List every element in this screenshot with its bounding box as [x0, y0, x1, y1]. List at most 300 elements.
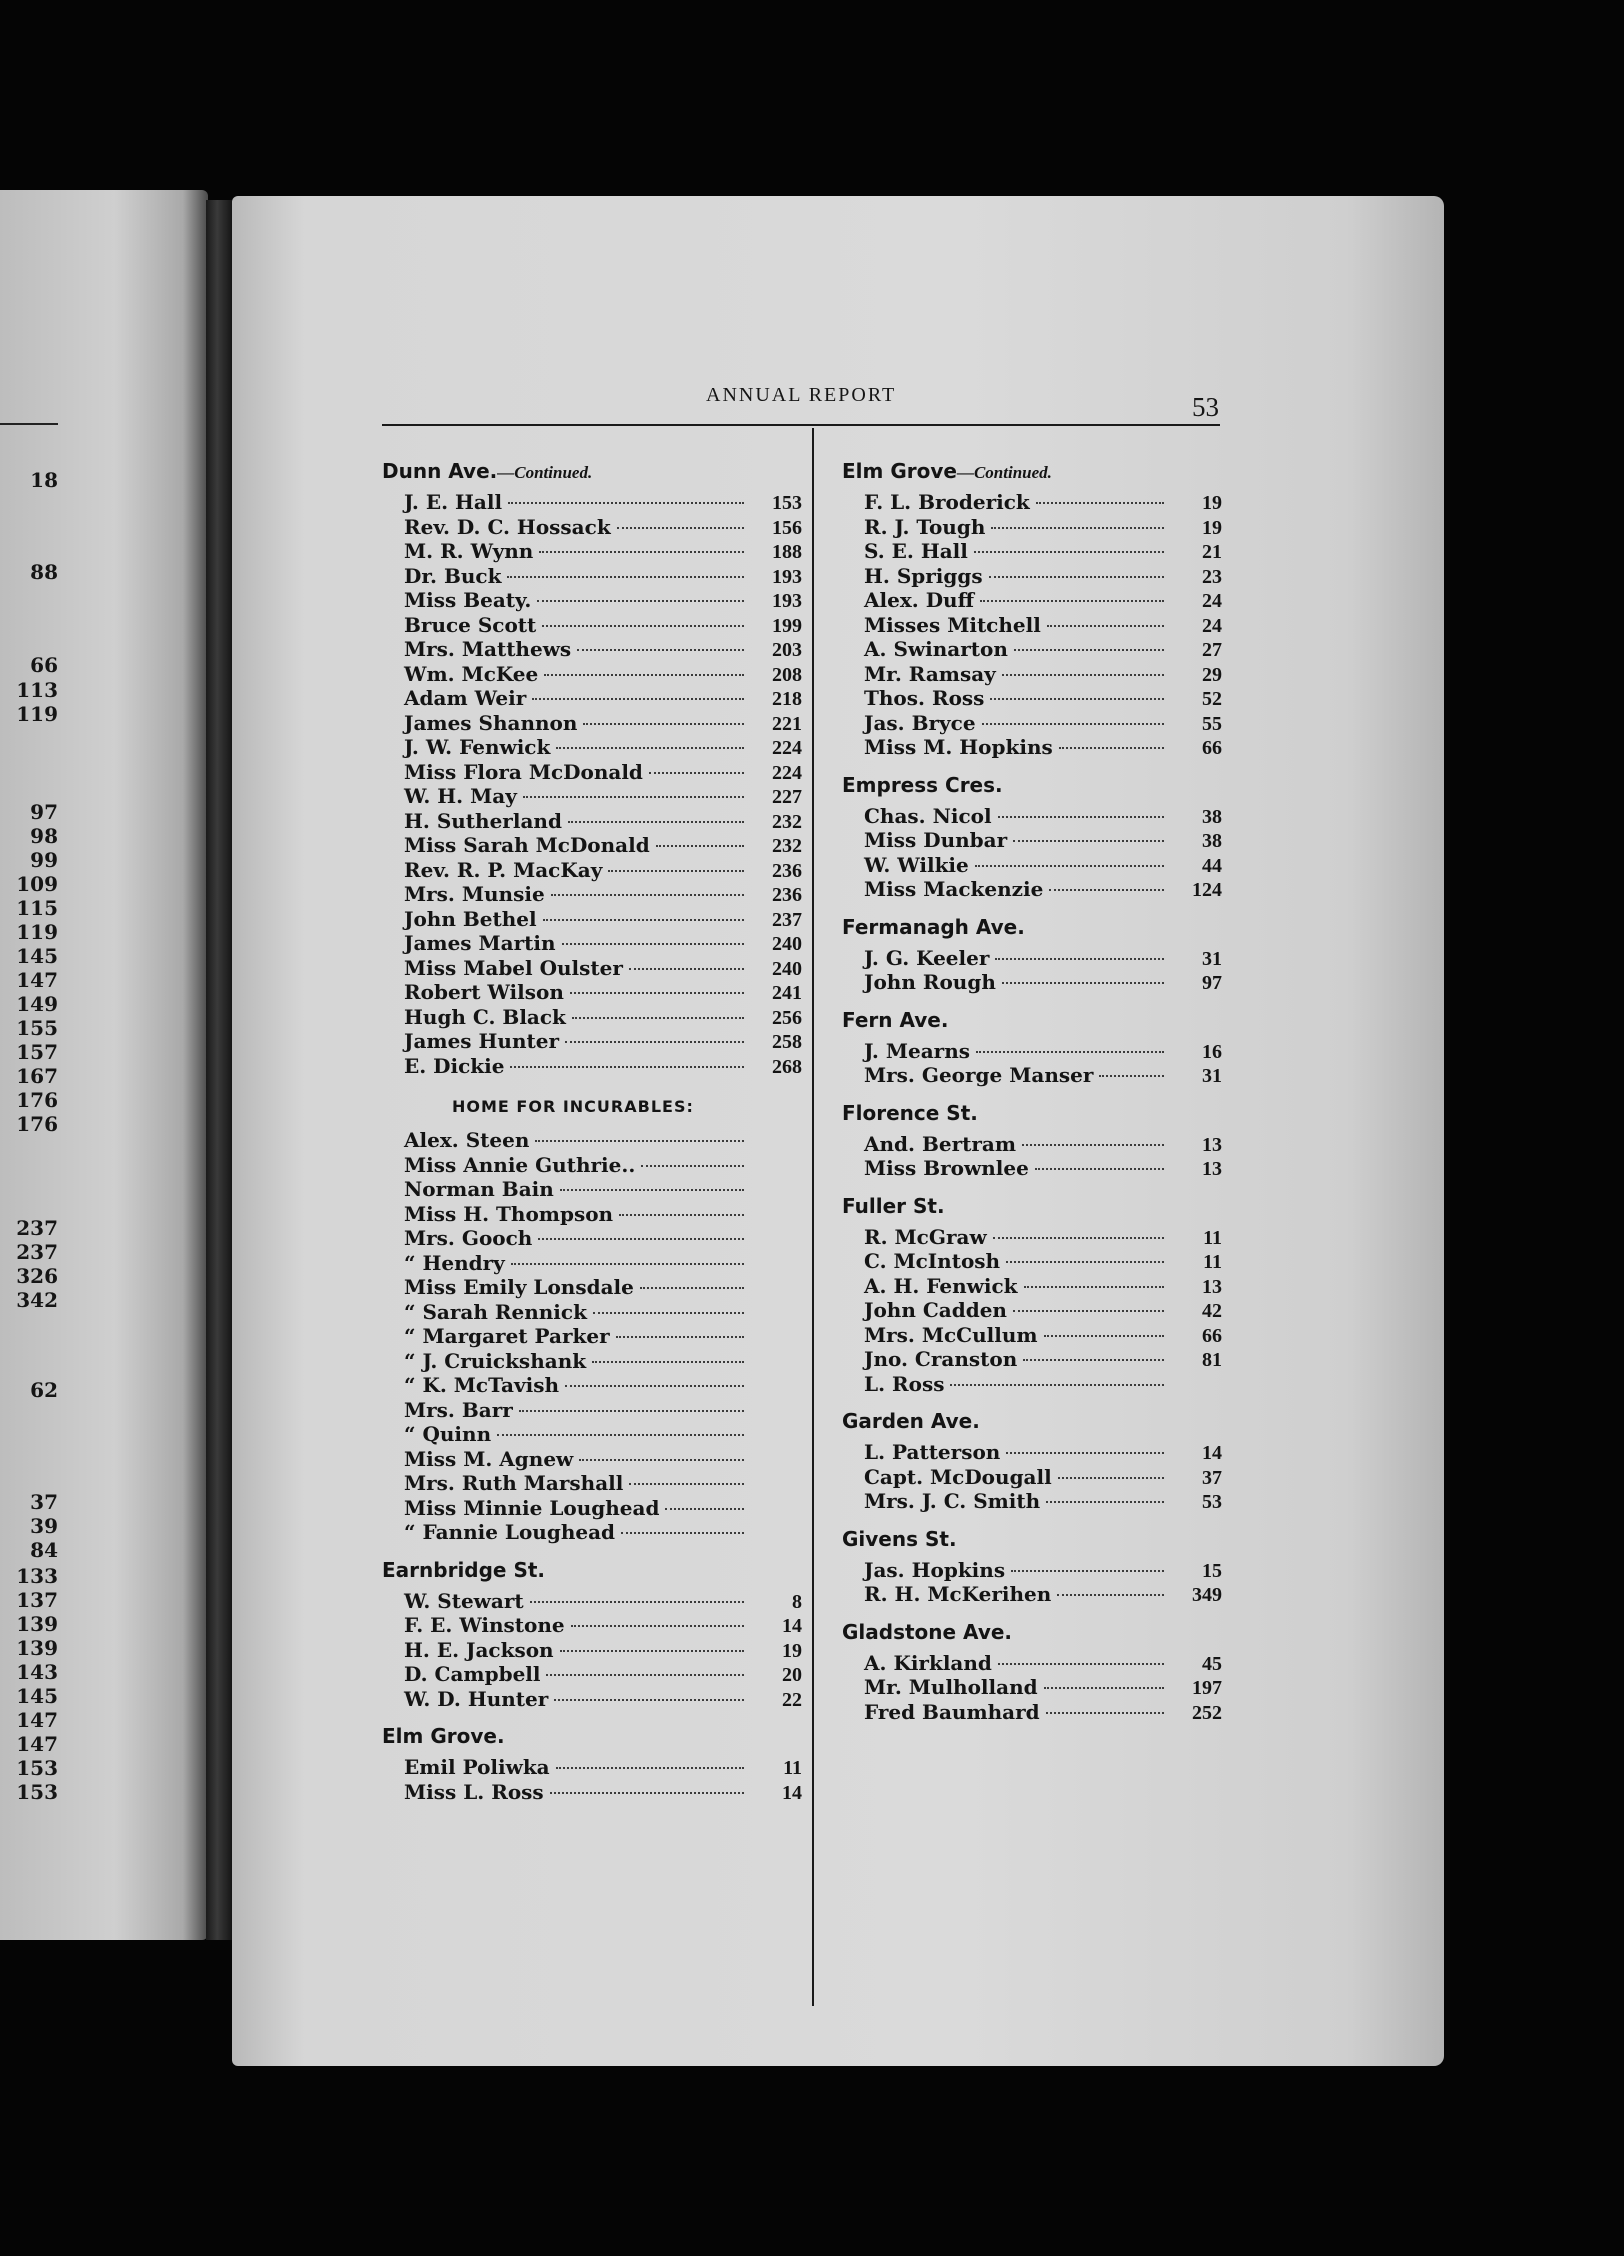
resident-name: Miss M. Agnew	[404, 1446, 574, 1471]
house-number: 14	[782, 1781, 802, 1804]
directory-entry	[382, 1005, 802, 1030]
street-name: Fern Ave.	[842, 1007, 949, 1032]
leader-dots	[991, 527, 1164, 529]
resident-name: Mrs. Barr	[404, 1397, 513, 1422]
house-number: 97	[1202, 972, 1222, 994]
house-number: 81	[1202, 1349, 1222, 1371]
resident-name: A. Swinarton	[864, 637, 1008, 661]
house-number: 38	[1202, 830, 1222, 852]
directory-entry	[382, 809, 802, 834]
resident-name: Miss Dunbar	[864, 828, 1008, 852]
directory-entry	[382, 1398, 802, 1423]
directory-entry	[842, 1347, 1222, 1372]
left-page-number: 153	[16, 1756, 58, 1780]
resident-name: Jas. Hopkins	[864, 1557, 1006, 1582]
left-page-number: 18	[30, 468, 58, 492]
house-number: 13	[1202, 1158, 1222, 1180]
left-page-number: 139	[16, 1636, 58, 1660]
resident-name: Mrs. Ruth Marshall	[404, 1471, 624, 1495]
directory-entry	[382, 588, 802, 613]
house-number: 153	[772, 492, 802, 514]
street-name: Fermanagh Ave.	[842, 914, 1025, 939]
street-heading	[842, 916, 1222, 938]
house-number: 29	[1202, 663, 1222, 686]
resident-name: Bruce Scott	[404, 612, 537, 637]
left-page-rule	[0, 423, 58, 425]
directory-entry	[382, 1662, 802, 1687]
column-divider	[812, 428, 814, 2006]
house-number: 52	[1202, 688, 1222, 710]
leader-dots	[556, 747, 744, 749]
leader-dots	[989, 576, 1164, 578]
directory-entry	[842, 490, 1222, 515]
institution-heading: HOME FOR INCURABLES:	[452, 1097, 694, 1116]
left-page-number: 176	[16, 1112, 58, 1136]
leader-dots	[565, 1385, 744, 1387]
left-page-number: 237	[16, 1216, 58, 1240]
resident-name: Jno. Cranston	[864, 1347, 1018, 1371]
house-number: 44	[1202, 854, 1222, 877]
left-page-number: 145	[16, 1684, 58, 1708]
leader-dots	[1047, 625, 1164, 627]
directory-entry	[842, 946, 1222, 971]
directory-entry	[842, 1372, 1222, 1397]
resident-name: Mrs. J. C. Smith	[864, 1489, 1041, 1513]
leader-dots	[616, 1336, 744, 1338]
street-name: Gladstone Ave.	[842, 1619, 1013, 1644]
resident-name: Mrs. Matthews	[404, 637, 572, 661]
directory-entry	[842, 686, 1222, 711]
leader-dots	[560, 1650, 744, 1652]
street-heading	[842, 1102, 1222, 1124]
street-name: Empress Cres.	[842, 772, 1003, 797]
house-number: 240	[772, 933, 802, 955]
house-number: 66	[1202, 1324, 1222, 1347]
resident-name: Miss Flora McDonald	[404, 759, 643, 784]
house-number: 21	[1202, 541, 1222, 563]
resident-name: W. D. Hunter	[404, 1686, 549, 1711]
resident-name: R. J. Tough	[864, 514, 986, 539]
house-number: 252	[1192, 1701, 1222, 1724]
house-number: 256	[772, 1006, 802, 1029]
directory-entry	[842, 1465, 1222, 1490]
directory-entry	[382, 1226, 802, 1251]
directory-entry	[842, 970, 1222, 995]
leader-dots	[1058, 1477, 1164, 1479]
leader-dots	[592, 1361, 744, 1363]
left-page-number: 149	[16, 992, 58, 1016]
directory-entry	[842, 1274, 1222, 1299]
house-number: 19	[1202, 492, 1222, 514]
resident-name: “ J. Cruickshank	[404, 1348, 587, 1373]
leader-dots	[583, 723, 744, 725]
leader-dots	[950, 1384, 1164, 1386]
leader-dots	[1013, 840, 1164, 842]
resident-name: Alex. Duff	[864, 588, 974, 612]
directory-entry	[842, 539, 1222, 564]
leader-dots	[621, 1532, 744, 1534]
leader-dots	[974, 551, 1164, 553]
left-page-number: 98	[30, 824, 58, 848]
directory-entry	[842, 1651, 1222, 1676]
house-number: 15	[1202, 1559, 1222, 1582]
directory-entry	[842, 662, 1222, 687]
resident-name: Chas. Nicol	[864, 803, 992, 828]
page-number: 53	[1192, 392, 1219, 422]
directory-entry	[842, 735, 1222, 760]
leader-dots	[593, 1312, 744, 1314]
street-name: Florence St.	[842, 1100, 978, 1125]
directory-entry	[842, 1249, 1222, 1274]
directory-entry	[842, 515, 1222, 540]
house-number: 241	[772, 982, 802, 1004]
directory-entry	[382, 882, 802, 907]
resident-name: F. L. Broderick	[864, 490, 1030, 514]
house-number: 42	[1202, 1300, 1222, 1322]
house-number: 31	[1202, 947, 1222, 970]
house-number: 208	[772, 663, 802, 686]
resident-name: L. Ross	[864, 1371, 945, 1396]
directory-entry	[382, 1471, 802, 1496]
leader-dots	[579, 1459, 744, 1461]
resident-name: Mrs. George Manser	[864, 1063, 1094, 1087]
left-page-number: 137	[16, 1588, 58, 1612]
left-page-number: 139	[16, 1612, 58, 1636]
leader-dots	[1057, 1594, 1164, 1596]
house-number: 232	[772, 810, 802, 833]
house-number: 240	[772, 957, 802, 980]
street-name: Earnbridge St.	[382, 1557, 546, 1582]
directory-entry	[382, 662, 802, 687]
resident-name: Miss Mabel Oulster	[404, 955, 623, 980]
leader-dots	[976, 1051, 1164, 1053]
house-number: 19	[1202, 516, 1222, 539]
leader-dots	[641, 1165, 744, 1167]
house-number: 156	[772, 516, 802, 539]
house-number: 193	[772, 565, 802, 588]
left-page-number: 99	[30, 848, 58, 872]
leader-dots	[656, 845, 744, 847]
directory-entry	[382, 613, 802, 638]
house-number: 31	[1202, 1065, 1222, 1087]
resident-name: Thos. Ross	[864, 686, 985, 710]
left-page-number: 145	[16, 944, 58, 968]
house-number: 232	[772, 835, 802, 857]
left-page	[0, 190, 208, 1940]
leader-dots	[1046, 1501, 1164, 1503]
directory-entry	[842, 1323, 1222, 1348]
leader-dots	[537, 600, 744, 602]
street-heading	[842, 460, 1222, 482]
resident-name: M. R. Wynn	[404, 539, 534, 563]
resident-name: H. Spriggs	[864, 563, 983, 588]
resident-name: R. H. McKerihen	[864, 1582, 1052, 1606]
directory-entry	[382, 1153, 802, 1178]
leader-dots	[572, 1017, 744, 1019]
resident-name: H. Sutherland	[404, 808, 562, 833]
directory-entry	[382, 1755, 802, 1780]
leader-dots	[519, 1410, 744, 1412]
right-page	[232, 196, 1444, 2066]
leader-dots	[544, 674, 744, 676]
left-page-number: 115	[16, 896, 58, 920]
leader-dots	[565, 1041, 744, 1043]
directory-entry	[382, 1447, 802, 1472]
directory-entry	[382, 539, 802, 564]
directory-entry	[382, 1251, 802, 1276]
resident-name: Mr. Ramsay	[864, 661, 996, 686]
house-number: 37	[1202, 1466, 1222, 1489]
left-page-number: 326	[16, 1264, 58, 1288]
house-number: 218	[772, 688, 802, 710]
resident-name: Capt. McDougall	[864, 1464, 1052, 1489]
leader-dots	[617, 527, 744, 529]
left-page-number: 147	[16, 968, 58, 992]
leader-dots	[998, 1663, 1164, 1665]
left-page-number: 153	[16, 1780, 58, 1804]
left-page-number: 143	[16, 1660, 58, 1684]
resident-name: John Cadden	[864, 1298, 1007, 1322]
house-number: 24	[1202, 614, 1222, 637]
leader-dots	[1006, 1261, 1164, 1263]
resident-name: W. H. May	[404, 784, 517, 808]
resident-name: Miss L. Ross	[404, 1779, 544, 1804]
directory-entry	[382, 1638, 802, 1663]
leader-dots	[1024, 1286, 1165, 1288]
directory-entry	[382, 686, 802, 711]
resident-name: J. Mearns	[864, 1038, 970, 1063]
left-page-number: 62	[30, 1378, 58, 1402]
leader-dots	[497, 1434, 744, 1436]
leader-dots	[507, 576, 744, 578]
leader-dots	[1036, 502, 1164, 504]
leader-dots	[1006, 1452, 1164, 1454]
right-column	[842, 446, 1222, 1724]
left-page-number: 113	[16, 678, 58, 702]
resident-name: And. Bertram	[864, 1131, 1017, 1156]
leader-dots	[546, 1674, 744, 1676]
leader-dots	[530, 1601, 744, 1603]
directory-entry	[382, 1496, 802, 1521]
resident-name: “ Hendry	[404, 1250, 505, 1275]
resident-name: D. Campbell	[404, 1662, 541, 1686]
directory-entry	[842, 877, 1222, 902]
resident-name: Mrs. McCullum	[864, 1322, 1038, 1347]
leader-dots	[562, 943, 744, 945]
leader-dots	[556, 1767, 744, 1769]
directory-entry	[842, 1156, 1222, 1181]
directory-entry	[382, 1520, 802, 1545]
leader-dots	[1044, 1687, 1164, 1689]
left-page-number: 109	[16, 872, 58, 896]
directory-entry	[842, 1675, 1222, 1700]
leader-dots	[1046, 1712, 1164, 1714]
leader-dots	[538, 1238, 744, 1240]
house-number: 224	[772, 737, 802, 759]
leader-dots	[510, 1066, 744, 1068]
resident-name: Miss Emily Lonsdale	[404, 1275, 634, 1299]
leader-dots	[995, 958, 1164, 960]
house-number: 199	[772, 614, 802, 637]
leader-dots	[1099, 1075, 1164, 1077]
street-name: Elm Grove	[842, 459, 957, 483]
directory-entry	[382, 1054, 802, 1079]
house-number: 27	[1202, 639, 1222, 661]
left-page-number: 342	[16, 1288, 58, 1312]
house-number: 24	[1202, 590, 1222, 612]
resident-name: H. E. Jackson	[404, 1637, 554, 1662]
house-number: 258	[772, 1031, 802, 1053]
resident-name: Miss Minnie Loughead	[404, 1495, 660, 1520]
house-number: 22	[782, 1688, 802, 1711]
resident-name: Mrs. Munsie	[404, 882, 545, 906]
leader-dots	[568, 821, 744, 823]
left-page-number: 66	[30, 653, 58, 677]
leader-dots	[550, 1792, 744, 1794]
house-number: 16	[1202, 1040, 1222, 1063]
directory-entry	[382, 931, 802, 956]
continued-label: —Continued.	[497, 463, 593, 482]
directory-entry	[382, 1422, 802, 1447]
house-number: 236	[772, 884, 802, 906]
house-number: 11	[1203, 1251, 1222, 1273]
left-page-number: 147	[16, 1732, 58, 1756]
resident-name: A. Kirkland	[864, 1650, 992, 1675]
left-page-number: 97	[30, 800, 58, 824]
directory-entry	[382, 1324, 802, 1349]
leader-dots	[523, 796, 744, 798]
leader-dots	[1002, 982, 1164, 984]
resident-name: Mrs. Gooch	[404, 1226, 533, 1250]
street-heading	[382, 1559, 802, 1581]
resident-name: Jas. Bryce	[864, 710, 976, 735]
directory-entry	[842, 588, 1222, 613]
leader-dots	[990, 698, 1164, 700]
left-column	[382, 446, 802, 1804]
directory-entry	[382, 980, 802, 1005]
street-heading	[382, 460, 802, 482]
directory-entry	[842, 637, 1222, 662]
left-page-number: 119	[16, 702, 58, 726]
directory-entry	[382, 833, 802, 858]
resident-name: Norman Bain	[404, 1177, 554, 1201]
leader-dots	[975, 865, 1164, 867]
leader-dots	[1014, 649, 1164, 651]
leader-dots	[577, 649, 744, 651]
house-number: 14	[782, 1615, 802, 1637]
directory-entry	[382, 1202, 802, 1227]
directory-entry	[842, 1440, 1222, 1465]
directory-entry	[842, 1489, 1222, 1514]
resident-name: Miss Brownlee	[864, 1156, 1029, 1180]
house-number: 11	[1203, 1226, 1222, 1249]
resident-name: S. E. Hall	[864, 539, 968, 563]
resident-name: W. Wilkie	[864, 852, 969, 877]
directory-entry	[382, 907, 802, 932]
street-heading	[842, 1528, 1222, 1550]
leader-dots	[980, 600, 1164, 602]
left-page-number: 167	[16, 1064, 58, 1088]
leader-dots	[508, 502, 744, 504]
house-number: 188	[772, 541, 802, 563]
resident-name: Misses Mitchell	[864, 612, 1041, 637]
resident-name: Mr. Mulholland	[864, 1675, 1038, 1699]
street-heading	[382, 1725, 802, 1747]
house-number: 236	[772, 859, 802, 882]
house-number: 66	[1202, 737, 1222, 759]
resident-name: Emil Poliwka	[404, 1755, 550, 1779]
street-heading	[842, 1195, 1222, 1217]
leader-dots	[982, 723, 1164, 725]
resident-name: E. Dickie	[404, 1053, 505, 1078]
directory-entry	[842, 1132, 1222, 1157]
leader-dots	[619, 1214, 744, 1216]
directory-entry	[382, 564, 802, 589]
leader-dots	[1044, 1335, 1164, 1337]
resident-name: John Bethel	[404, 906, 537, 931]
house-number: 13	[1202, 1275, 1222, 1298]
resident-name: A. H. Fenwick	[864, 1273, 1018, 1298]
directory-entry	[382, 711, 802, 736]
directory-entry	[382, 490, 802, 515]
directory-entry	[382, 1613, 802, 1638]
directory-entry	[382, 1373, 802, 1398]
house-number: 20	[782, 1664, 802, 1686]
directory-entry	[842, 804, 1222, 829]
leader-dots	[629, 968, 744, 970]
resident-name: F. E. Winstone	[404, 1613, 565, 1637]
street-heading	[842, 1009, 1222, 1031]
directory-entry	[842, 1700, 1222, 1725]
house-number: 237	[772, 908, 802, 931]
running-head: ANNUAL REPORT	[706, 384, 897, 406]
leader-dots	[551, 894, 744, 896]
house-number: 14	[1202, 1442, 1222, 1464]
leader-dots	[543, 919, 744, 921]
book-spine	[206, 200, 234, 1940]
header-rule	[382, 424, 1220, 426]
leader-dots	[1002, 674, 1164, 676]
leader-dots	[542, 625, 744, 627]
resident-name: Miss Annie Guthrie..	[404, 1152, 636, 1177]
street-name: Elm Grove.	[382, 1724, 505, 1748]
house-number: 55	[1202, 712, 1222, 735]
left-page-number: 39	[30, 1514, 58, 1538]
resident-name: “ Quinn	[404, 1422, 492, 1446]
resident-name: Adam Weir	[404, 686, 527, 710]
resident-name: “ Margaret Parker	[404, 1324, 610, 1348]
directory-entry	[842, 1063, 1222, 1088]
directory-entry	[382, 784, 802, 809]
leader-dots	[532, 698, 744, 700]
street-heading	[842, 1410, 1222, 1432]
leader-dots	[998, 816, 1164, 818]
directory-entry	[842, 613, 1222, 638]
resident-name: J. E. Hall	[404, 490, 503, 514]
directory-entry	[382, 1589, 802, 1614]
directory-entry	[842, 711, 1222, 736]
house-number: 197	[1192, 1677, 1222, 1699]
directory-entry	[382, 956, 802, 981]
leader-dots	[1035, 1168, 1164, 1170]
resident-name: Hugh C. Black	[404, 1004, 566, 1029]
house-number: 124	[1192, 879, 1222, 901]
resident-name: Miss Mackenzie	[864, 877, 1044, 901]
left-page-number: 157	[16, 1040, 58, 1064]
resident-name: James Shannon	[404, 710, 578, 735]
house-number: 38	[1202, 805, 1222, 828]
leader-dots	[539, 551, 744, 553]
